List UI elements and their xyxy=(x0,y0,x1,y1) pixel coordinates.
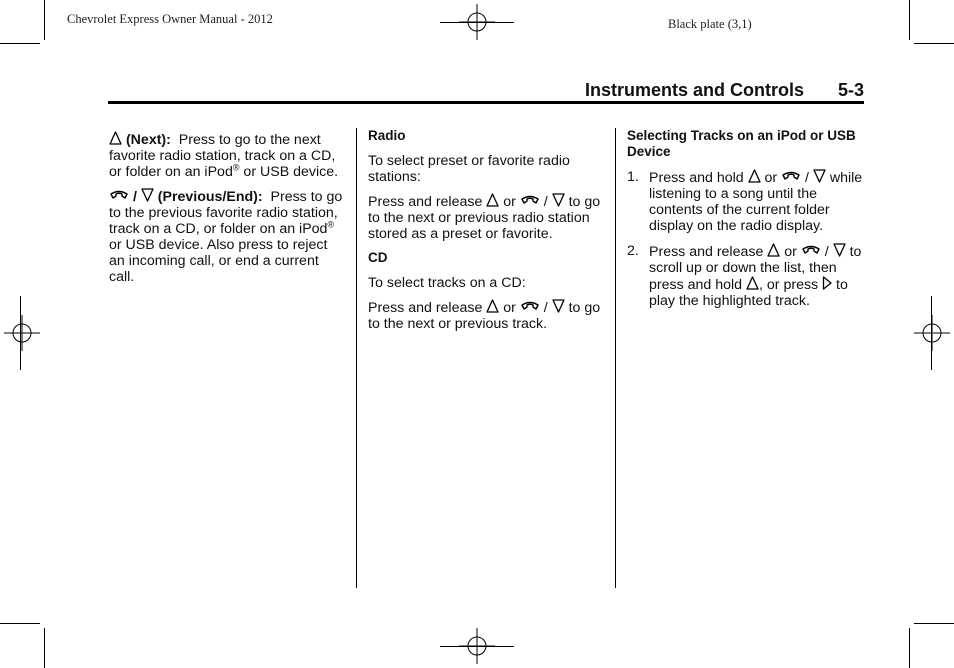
column-divider xyxy=(356,128,357,588)
crop-mark xyxy=(909,0,910,40)
phone-end-icon xyxy=(520,195,540,207)
step-tail: while listening to a song until the contents of the current folder display on the radio display. xyxy=(649,170,863,234)
column-3 xyxy=(627,128,865,318)
step-text: Press and release xyxy=(649,244,768,260)
instruction-tail: to go to the next or previous radio station stored as a preset or favorite. xyxy=(368,194,601,242)
step-text: , or press xyxy=(759,277,823,293)
previous-label: (Previous/End): xyxy=(157,189,263,205)
or-text: or xyxy=(499,300,520,316)
next-text-end: or USB device. xyxy=(239,164,339,180)
radio-instructions xyxy=(368,193,604,242)
next-label: (Next): xyxy=(125,132,171,148)
crop-mark xyxy=(440,646,514,647)
or-text: or xyxy=(760,170,782,186)
header-rule xyxy=(108,101,864,104)
next-paragraph xyxy=(109,131,345,180)
cd-heading: CD xyxy=(368,250,388,265)
registered-mark: ® xyxy=(327,219,335,230)
slash: / xyxy=(539,300,552,316)
crop-mark xyxy=(20,296,21,370)
crop-mark xyxy=(44,0,45,40)
radio-heading: Radio xyxy=(368,128,406,143)
or-text: or xyxy=(499,194,520,210)
seek-up-icon xyxy=(748,169,761,183)
crop-mark xyxy=(0,623,40,624)
page-number: 5-3 xyxy=(838,80,865,100)
slash: / xyxy=(820,244,833,260)
phone-end-icon xyxy=(781,171,801,183)
step-number: 2. xyxy=(627,243,639,259)
plate-label: Black plate (3,1) xyxy=(668,17,752,31)
seek-down-icon xyxy=(833,243,846,257)
instruction-tail: to go to the next or previous track. xyxy=(368,300,601,332)
crop-mark xyxy=(440,22,514,23)
step-text: Press and hold xyxy=(649,170,748,186)
column-divider xyxy=(615,128,616,588)
crop-mark xyxy=(44,628,45,668)
registration-mark-icon xyxy=(4,315,40,351)
seek-up-icon xyxy=(746,276,759,290)
list-item xyxy=(627,243,865,309)
crop-mark xyxy=(914,623,954,624)
seek-down-icon xyxy=(141,188,154,202)
steps-list xyxy=(627,169,865,309)
seek-down-icon xyxy=(552,299,565,313)
column-1 xyxy=(109,131,345,293)
slash: / xyxy=(801,170,813,186)
previous-paragraph xyxy=(109,188,345,285)
step-text: to scroll up or down the list, then press and hold xyxy=(649,244,862,293)
instruction-text: Press and release xyxy=(368,194,487,210)
list-item xyxy=(627,169,865,234)
slash: / xyxy=(539,194,552,210)
next-text: Press to go to the next favorite radio station, track on a CD, or folder on an iPod xyxy=(109,132,336,180)
radio-intro: To select preset or favorite radio stations: xyxy=(368,153,570,185)
slash: / xyxy=(129,189,141,205)
seek-down-icon xyxy=(813,169,826,183)
phone-end-icon xyxy=(801,245,821,257)
crop-mark xyxy=(909,628,910,668)
cd-instructions xyxy=(368,299,604,332)
instruction-text: Press and release xyxy=(368,300,487,316)
previous-text-end: or USB device. Also press to reject an incoming call, or end a current call. xyxy=(109,237,328,285)
column-2 xyxy=(368,128,604,340)
crop-mark xyxy=(931,296,932,370)
step-tail: to play the highlighted track. xyxy=(649,277,848,309)
seek-down-icon xyxy=(552,193,565,207)
crop-mark xyxy=(0,43,40,44)
seek-up-icon xyxy=(767,243,780,257)
cd-intro: To select tracks on a CD: xyxy=(368,275,526,291)
phone-end-icon xyxy=(520,301,540,313)
crop-mark xyxy=(914,43,954,44)
ipod-heading: Selecting Tracks on an iPod or USB Device xyxy=(627,128,856,159)
or-text: or xyxy=(780,244,801,260)
step-number: 1. xyxy=(627,169,639,185)
manual-title: Chevrolet Express Owner Manual - 2012 xyxy=(67,12,273,26)
select-icon xyxy=(822,276,832,290)
registered-mark: ® xyxy=(232,162,240,173)
seek-up-icon xyxy=(109,131,122,145)
section-title: Instruments and Controls xyxy=(584,80,804,100)
previous-text: Press to go to the previous favorite radio station, track on a CD, or folder on an iPod xyxy=(109,189,343,237)
phone-end-icon xyxy=(109,190,129,202)
seek-up-icon xyxy=(486,299,499,313)
registration-mark-icon xyxy=(914,315,950,351)
seek-up-icon xyxy=(486,193,499,207)
